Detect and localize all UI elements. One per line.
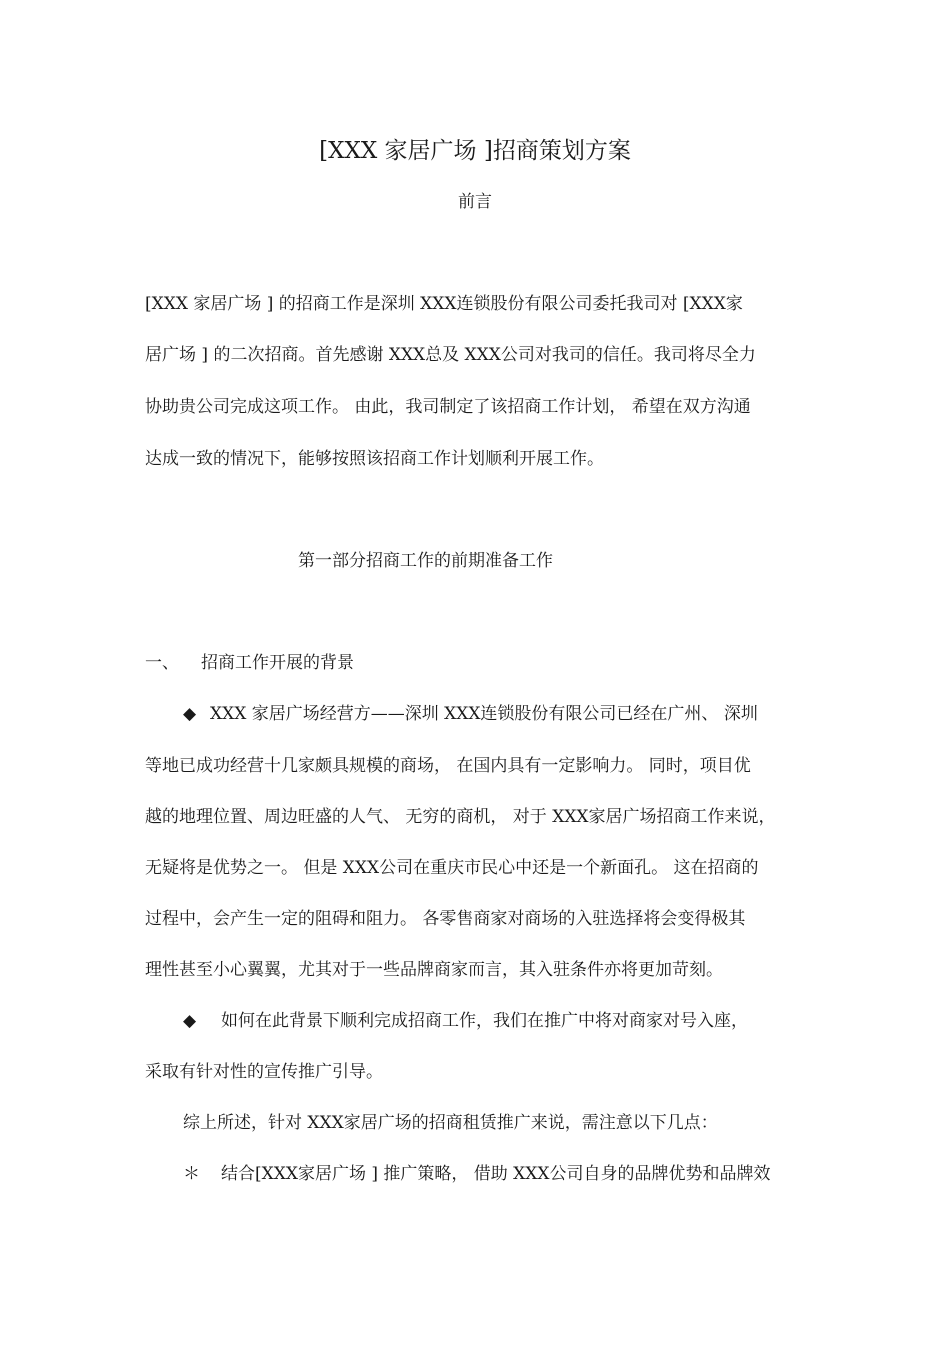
diamond-bullet-icon: ◆: [183, 1011, 197, 1031]
section-title: 第一部分招商工作的前期准备工作: [298, 551, 553, 571]
paragraph-line: [183, 1009, 810, 1033]
paragraph-line: 采取有针对性的宣传推广引导。: [145, 1062, 383, 1082]
paragraph-line: 无疑将是优势之一。 但是 XXX公司在重庆市民心中还是一个新面孔。 这在招商的: [145, 858, 759, 878]
paragraph-line: 等地已成功经营十几家颇具规模的商场， 在国内具有一定影响力。 同时，项目优: [145, 756, 751, 776]
paragraph-line: 过程中，会产生一定的阻碍和阻力。 各零售商家对商场的入驻选择将会变得极其: [145, 909, 746, 929]
heading-text: 招商工作开展的背景: [201, 653, 354, 673]
asterisk-bullet-icon: ＊: [183, 1164, 200, 1184]
paragraph-line: [183, 1162, 810, 1186]
intro-line: 达成一致的情况下，能够按照该招商工作计划顺利开展工作。: [145, 449, 604, 469]
paragraph-line: 越的地理位置、周边旺盛的人气、 无穷的商机， 对于 XXX家居广场招商工作来说，: [145, 807, 776, 827]
paragraph-line: 理性甚至小心翼翼，尤其对于一些品牌商家而言，其入驻条件亦将更加苛刻。: [145, 960, 723, 980]
heading-number: 一、: [145, 653, 179, 673]
intro-line: 协助贵公司完成这项工作。 由此，我司制定了该招商工作计划， 希望在双方沟通: [145, 397, 751, 417]
paragraph-text: 结合[XXX家居广场 ] 推广策略， 借助 XXX公司自身的品牌优势和品牌效: [221, 1164, 771, 1184]
heading-1: [145, 651, 810, 675]
paragraph-line: 综上所述，针对 XXX家居广场的招商租赁推广来说，需注意以下几点：: [183, 1113, 718, 1133]
paragraph-text: 如何在此背景下顺利完成招商工作，我们在推广中将对商家对号入座，: [221, 1011, 748, 1031]
document-title: [XXX 家居广场 ]招商策划方案: [319, 138, 631, 164]
intro-line: 居广场 ] 的二次招商。首先感谢 XXX总及 XXX公司对我司的信任。我司将尽全力: [145, 345, 756, 365]
preface-heading: 前言: [458, 192, 492, 212]
intro-line: [XXX 家居广场 ] 的招商工作是深圳 XXX连锁股份有限公司委托我司对 [XXX家: [145, 294, 743, 314]
diamond-bullet-icon: ◆: [183, 704, 197, 724]
paragraph-line: [183, 702, 810, 726]
paragraph-text: XXX 家居广场经营方——深圳 XXX连锁股份有限公司已经在广州、 深圳: [210, 704, 758, 724]
